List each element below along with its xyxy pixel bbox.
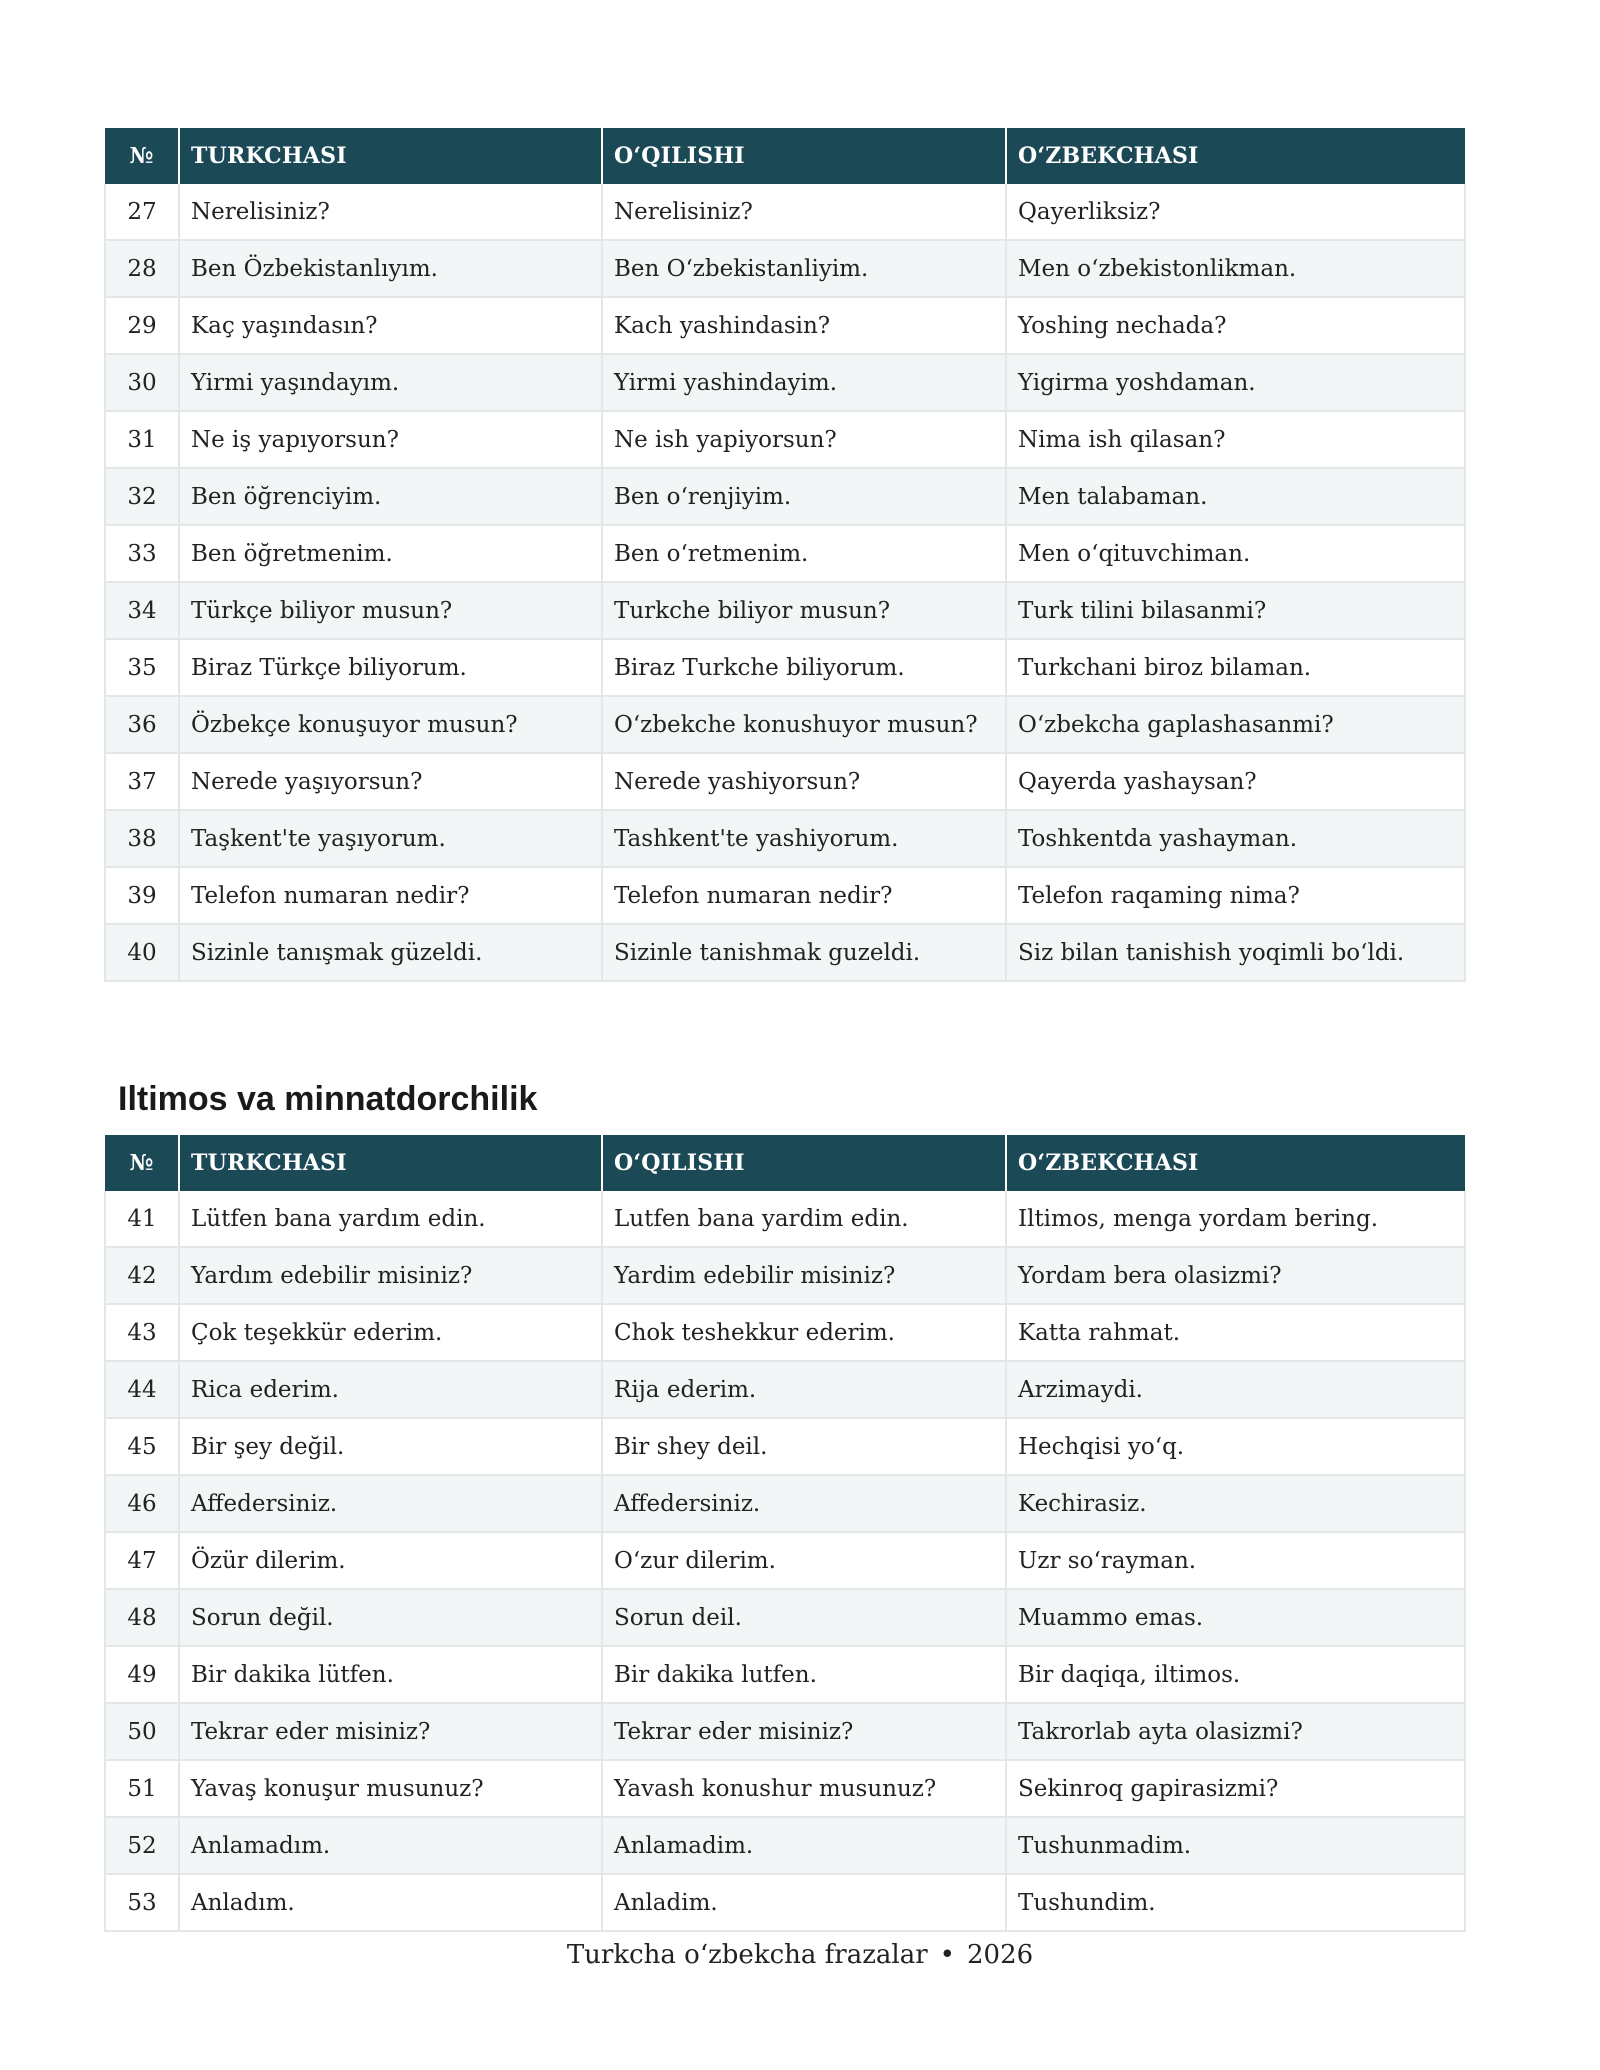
turkish-cell: Ben Özbekistanlıyım. — [179, 240, 602, 297]
reading-cell: Affedersiniz. — [602, 1475, 1006, 1532]
row-number: 47 — [105, 1532, 179, 1589]
reading-cell: Biraz Turkche biliyorum. — [602, 639, 1006, 696]
row-number: 37 — [105, 753, 179, 810]
row-number: 52 — [105, 1817, 179, 1874]
table-row — [105, 1304, 1465, 1361]
turkish-cell: Yardım edebilir misiniz? — [179, 1247, 602, 1304]
table-row — [105, 1817, 1465, 1874]
table-row — [105, 753, 1465, 810]
page-footer — [0, 1940, 1600, 1970]
turkish-cell: Kaç yaşındasın? — [179, 297, 602, 354]
reading-cell: Kach yashindasin? — [602, 297, 1006, 354]
reading-cell: Yirmi yashindayim. — [602, 354, 1006, 411]
turkish-cell: Nerelisiniz? — [179, 184, 602, 240]
table-row — [105, 1760, 1465, 1817]
table-row — [105, 1646, 1465, 1703]
table-row — [105, 810, 1465, 867]
reading-cell: Sorun deil. — [602, 1589, 1006, 1646]
table-row — [105, 1874, 1465, 1931]
table-row — [105, 1532, 1465, 1589]
row-number: 43 — [105, 1304, 179, 1361]
row-number: 40 — [105, 924, 179, 981]
reading-cell: Tekrar eder misiniz? — [602, 1703, 1006, 1760]
row-number: 51 — [105, 1760, 179, 1817]
uzbek-cell: Men o‘zbekistonlikman. — [1006, 240, 1465, 297]
turkish-cell: Tekrar eder misiniz? — [179, 1703, 602, 1760]
reading-cell: Nerelisiniz? — [602, 184, 1006, 240]
row-number: 53 — [105, 1874, 179, 1931]
row-number: 32 — [105, 468, 179, 525]
turkish-cell: Anladım. — [179, 1874, 602, 1931]
uzbek-cell: Tushunmadim. — [1006, 1817, 1465, 1874]
row-number: 30 — [105, 354, 179, 411]
table-row — [105, 924, 1465, 981]
header-reading: O‘QILISHI — [602, 1135, 1006, 1191]
uzbek-cell: Siz bilan tanishish yoqimli bo‘ldi. — [1006, 924, 1465, 981]
phrase-table-2 — [104, 1135, 1466, 1932]
table-row — [105, 1247, 1465, 1304]
table-row — [105, 1191, 1465, 1247]
phrase-table-1 — [104, 128, 1466, 982]
turkish-cell: Ben öğretmenim. — [179, 525, 602, 582]
reading-cell: Telefon numaran nedir? — [602, 867, 1006, 924]
uzbek-cell: Turkchani biroz bilaman. — [1006, 639, 1465, 696]
table-row — [105, 297, 1465, 354]
reading-cell: Sizinle tanishmak guzeldi. — [602, 924, 1006, 981]
reading-cell: Yavash konushur musunuz? — [602, 1760, 1006, 1817]
table-row — [105, 1703, 1465, 1760]
row-number: 45 — [105, 1418, 179, 1475]
footer-title: Turkcha o‘zbekcha frazalar — [566, 1940, 928, 1970]
footer-separator: • — [939, 1940, 955, 1970]
reading-cell: Lutfen bana yardim edin. — [602, 1191, 1006, 1247]
uzbek-cell: Qayerda yashaysan? — [1006, 753, 1465, 810]
turkish-cell: Özür dilerim. — [179, 1532, 602, 1589]
row-number: 33 — [105, 525, 179, 582]
table-row — [105, 240, 1465, 297]
uzbek-cell: Uzr so‘rayman. — [1006, 1532, 1465, 1589]
row-number: 27 — [105, 184, 179, 240]
turkish-cell: Çok teşekkür ederim. — [179, 1304, 602, 1361]
turkish-cell: Taşkent'te yaşıyorum. — [179, 810, 602, 867]
table-row — [105, 411, 1465, 468]
reading-cell: Anlamadim. — [602, 1817, 1006, 1874]
reading-cell: Rija ederim. — [602, 1361, 1006, 1418]
uzbek-cell: O‘zbekcha gaplashasanmi? — [1006, 696, 1465, 753]
table-row — [105, 639, 1465, 696]
reading-cell: Ben o‘retmenim. — [602, 525, 1006, 582]
reading-cell: Anladim. — [602, 1874, 1006, 1931]
row-number: 35 — [105, 639, 179, 696]
uzbek-cell: Yordam bera olasizmi? — [1006, 1247, 1465, 1304]
turkish-cell: Sorun değil. — [179, 1589, 602, 1646]
turkish-cell: Nerede yaşıyorsun? — [179, 753, 602, 810]
row-number: 50 — [105, 1703, 179, 1760]
turkish-cell: Özbekçe konuşuyor musun? — [179, 696, 602, 753]
uzbek-cell: Turk tilini bilasanmi? — [1006, 582, 1465, 639]
table-row — [105, 1475, 1465, 1532]
header-uzbek: O‘ZBEKCHASI — [1006, 1135, 1465, 1191]
uzbek-cell: Qayerliksiz? — [1006, 184, 1465, 240]
reading-cell: Ben o‘renjiyim. — [602, 468, 1006, 525]
reading-cell: Bir dakika lutfen. — [602, 1646, 1006, 1703]
uzbek-cell: Takrorlab ayta olasizmi? — [1006, 1703, 1465, 1760]
table-row — [105, 354, 1465, 411]
table-row — [105, 867, 1465, 924]
uzbek-cell: Telefon raqaming nima? — [1006, 867, 1465, 924]
reading-cell: Turkche biliyor musun? — [602, 582, 1006, 639]
uzbek-cell: Hechqisi yo‘q. — [1006, 1418, 1465, 1475]
turkish-cell: Affedersiniz. — [179, 1475, 602, 1532]
uzbek-cell: Yoshing nechada? — [1006, 297, 1465, 354]
reading-cell: Yardim edebilir misiniz? — [602, 1247, 1006, 1304]
row-number: 34 — [105, 582, 179, 639]
uzbek-cell: Nima ish qilasan? — [1006, 411, 1465, 468]
table-header-row — [105, 128, 1465, 184]
header-reading: O‘QILISHI — [602, 128, 1006, 184]
reading-cell: Bir shey deil. — [602, 1418, 1006, 1475]
uzbek-cell: Bir daqiqa, iltimos. — [1006, 1646, 1465, 1703]
row-number: 28 — [105, 240, 179, 297]
row-number: 41 — [105, 1191, 179, 1247]
table-row — [105, 468, 1465, 525]
uzbek-cell: Arzimaydi. — [1006, 1361, 1465, 1418]
uzbek-cell: Katta rahmat. — [1006, 1304, 1465, 1361]
table-row — [105, 1361, 1465, 1418]
row-number: 39 — [105, 867, 179, 924]
turkish-cell: Biraz Türkçe biliyorum. — [179, 639, 602, 696]
uzbek-cell: Men o‘qituvchiman. — [1006, 525, 1465, 582]
row-number: 44 — [105, 1361, 179, 1418]
table-row — [105, 184, 1465, 240]
table-header-row — [105, 1135, 1465, 1191]
reading-cell: Tashkent'te yashiyorum. — [602, 810, 1006, 867]
uzbek-cell: Tushundim. — [1006, 1874, 1465, 1931]
header-turkish: TURKCHASI — [179, 1135, 602, 1191]
reading-cell: Chok teshekkur ederim. — [602, 1304, 1006, 1361]
section-title: Iltimos va minnatdorchilik — [118, 1080, 538, 1118]
turkish-cell: Rica ederim. — [179, 1361, 602, 1418]
uzbek-cell: Toshkentda yashayman. — [1006, 810, 1465, 867]
reading-cell: O‘zur dilerim. — [602, 1532, 1006, 1589]
turkish-cell: Sizinle tanışmak güzeldi. — [179, 924, 602, 981]
header-uzbek: O‘ZBEKCHASI — [1006, 128, 1465, 184]
row-number: 49 — [105, 1646, 179, 1703]
turkish-cell: Türkçe biliyor musun? — [179, 582, 602, 639]
footer-year: 2026 — [967, 1940, 1034, 1970]
turkish-cell: Bir dakika lütfen. — [179, 1646, 602, 1703]
row-number: 38 — [105, 810, 179, 867]
turkish-cell: Ben öğrenciyim. — [179, 468, 602, 525]
turkish-cell: Ne iş yapıyorsun? — [179, 411, 602, 468]
table-row — [105, 1418, 1465, 1475]
reading-cell: Ne ish yapiyorsun? — [602, 411, 1006, 468]
row-number: 42 — [105, 1247, 179, 1304]
uzbek-cell: Men talabaman. — [1006, 468, 1465, 525]
turkish-cell: Lütfen bana yardım edin. — [179, 1191, 602, 1247]
table-row — [105, 582, 1465, 639]
turkish-cell: Yavaş konuşur musunuz? — [179, 1760, 602, 1817]
turkish-cell: Bir şey değil. — [179, 1418, 602, 1475]
reading-cell: O‘zbekche konushuyor musun? — [602, 696, 1006, 753]
uzbek-cell: Sekinroq gapirasizmi? — [1006, 1760, 1465, 1817]
turkish-cell: Anlamadım. — [179, 1817, 602, 1874]
row-number: 31 — [105, 411, 179, 468]
uzbek-cell: Kechirasiz. — [1006, 1475, 1465, 1532]
header-turkish: TURKCHASI — [179, 128, 602, 184]
table-row — [105, 1589, 1465, 1646]
uzbek-cell: Yigirma yoshdaman. — [1006, 354, 1465, 411]
row-number: 29 — [105, 297, 179, 354]
turkish-cell: Yirmi yaşındayım. — [179, 354, 602, 411]
uzbek-cell: Muammo emas. — [1006, 1589, 1465, 1646]
uzbek-cell: Iltimos, menga yordam bering. — [1006, 1191, 1465, 1247]
row-number: 48 — [105, 1589, 179, 1646]
row-number: 36 — [105, 696, 179, 753]
row-number: 46 — [105, 1475, 179, 1532]
reading-cell: Ben O‘zbekistanliyim. — [602, 240, 1006, 297]
table-row — [105, 525, 1465, 582]
reading-cell: Nerede yashiyorsun? — [602, 753, 1006, 810]
header-number: № — [105, 1135, 179, 1191]
header-number: № — [105, 128, 179, 184]
turkish-cell: Telefon numaran nedir? — [179, 867, 602, 924]
table-row — [105, 696, 1465, 753]
